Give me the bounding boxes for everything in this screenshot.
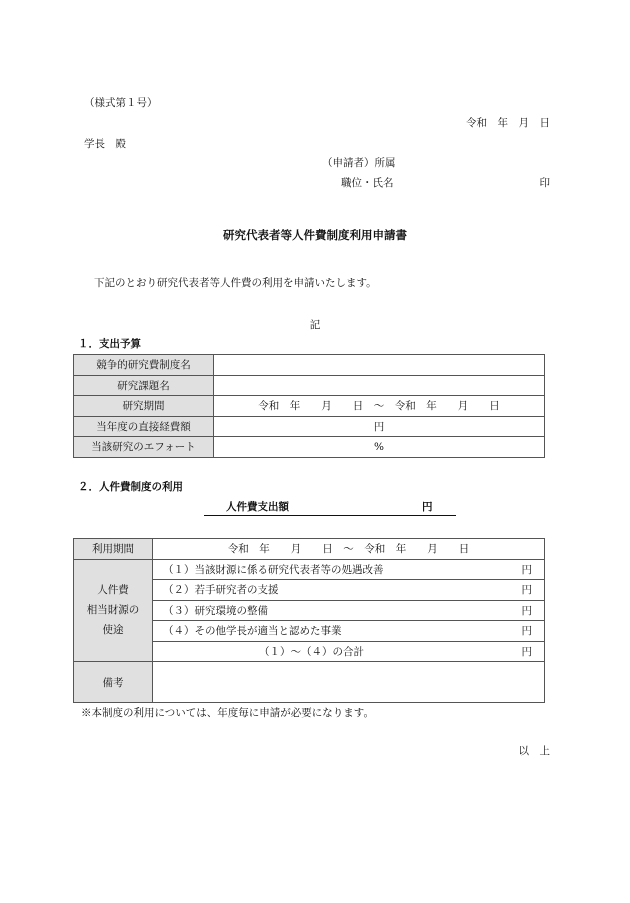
table-row [74, 416, 545, 437]
usage-item-text: （１）当該財源に係る研究代表者等の処遇改善 [163, 563, 384, 576]
period-label: 利用期間 [74, 539, 153, 560]
usage-item-text: （３）研究環境の整備 [163, 604, 268, 617]
seal-mark: 印 [539, 177, 550, 189]
budget-label: 当該研究のエフォート [74, 437, 214, 458]
usage-item-unit: 円 [521, 625, 532, 638]
section1-heading: １．支出予算 [78, 338, 141, 350]
usage-item-text: （２）若手研究者の支援 [163, 584, 279, 597]
table-row [74, 539, 545, 560]
usage-item [153, 600, 545, 621]
usage-item-unit: 円 [521, 584, 532, 597]
closing-mark: 以 上 [518, 745, 550, 757]
table-row [74, 662, 545, 703]
table-row [74, 437, 545, 458]
expense-label: 人件費支出額 [226, 501, 289, 513]
usage-label-line: 人件費 [97, 584, 129, 597]
footnote: ※本制度の利用については、年度毎に申請が必要になります。 [81, 707, 374, 719]
budget-value: 円 [214, 416, 545, 437]
applicant-position-name: 職位・氏名 [341, 177, 394, 189]
usage-label-line: 相当財源の [86, 604, 140, 617]
usage-item [153, 580, 545, 601]
addressee: 学長 殿 [84, 138, 126, 150]
remarks-value [153, 662, 545, 703]
usage-total [153, 641, 545, 662]
usage-item-text: （４）その他学長が適当と認めた事業 [163, 625, 342, 638]
usage-item [153, 559, 545, 580]
budget-label: 当年度の直接経費額 [74, 416, 214, 437]
form-number: （様式第１号） [84, 97, 158, 109]
period-value: 令和 年 月 日 ～ 令和 年 月 日 [153, 539, 545, 560]
budget-value [214, 375, 545, 396]
budget-value: 令和 年 月 日 ～ 令和 年 月 日 [214, 396, 545, 417]
usage-item-unit: 円 [521, 563, 532, 576]
budget-table [73, 354, 545, 458]
budget-value: % [214, 437, 545, 458]
applicant-affiliation: （申請者）所属 [322, 157, 396, 169]
remarks-label: 備考 [74, 662, 153, 703]
usage-label-line: 使途 [102, 624, 124, 637]
budget-label: 競争的研究費制度名 [74, 355, 214, 376]
table-row [74, 375, 545, 396]
usage-table [73, 538, 545, 703]
expense-line [204, 500, 456, 516]
usage-item [153, 621, 545, 642]
usage-item-unit: 円 [521, 604, 532, 617]
table-row [74, 355, 545, 376]
usage-label [74, 559, 153, 662]
section2-heading: ２．人件費制度の利用 [78, 481, 183, 493]
usage-total-unit: 円 [521, 645, 532, 658]
expense-unit: 円 [422, 501, 433, 513]
document-title: 研究代表者等人件費制度利用申請書 [223, 228, 407, 242]
intro-text: 下記のとおり研究代表者等人件費の利用を申請いたします。 [94, 277, 377, 289]
table-row [74, 559, 545, 580]
table-row [74, 396, 545, 417]
date-line: 令和 年 月 日 [466, 117, 550, 129]
budget-label: 研究課題名 [74, 375, 214, 396]
budget-label: 研究期間 [74, 396, 214, 417]
usage-total-label: （１）～（４）の合計 [259, 645, 364, 658]
ki-label: 記 [309, 319, 321, 331]
budget-value [214, 355, 545, 376]
